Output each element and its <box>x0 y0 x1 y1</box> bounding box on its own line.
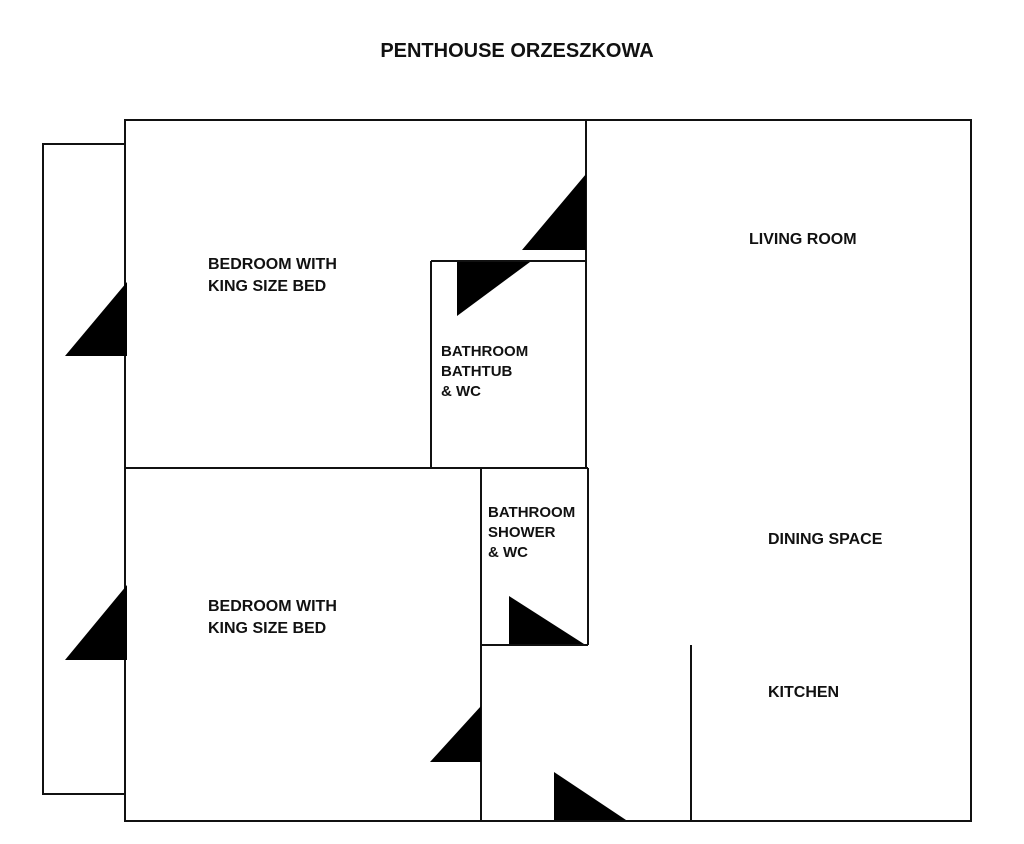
door-entrance <box>554 772 626 820</box>
label-bathroom-shower-line-3: & WC <box>488 544 528 561</box>
door-balcony-upper <box>65 282 127 356</box>
label-bathroom-bathtub-line-3: & WC <box>441 383 481 400</box>
door-balcony-lower <box>65 585 127 660</box>
doors <box>65 174 626 820</box>
plan-title: PENTHOUSE ORZESZKOWA <box>380 40 654 62</box>
door-shower-bathroom <box>509 596 584 644</box>
label-bedroom-1 <box>208 256 341 295</box>
door-bedroom-1 <box>522 174 586 250</box>
label-bathroom-bathtub <box>441 343 532 400</box>
label-bedroom-1-line-1: BEDROOM WITH <box>208 256 337 273</box>
walls <box>43 120 971 821</box>
label-kitchen: KITCHEN <box>768 684 840 701</box>
label-bathroom-bathtub-line-2: BATHTUB <box>441 363 513 380</box>
label-bathroom-shower-line-2: SHOWER <box>488 524 556 541</box>
door-bathtub-bathroom <box>457 262 530 316</box>
door-bedroom-2 <box>430 706 481 762</box>
label-bedroom-2-line-1: BEDROOM WITH <box>208 598 337 615</box>
label-living-room: LIVING ROOM <box>749 231 857 248</box>
label-bedroom-2 <box>208 598 341 637</box>
label-dining-space: DINING SPACE <box>768 531 883 548</box>
balcony-wall <box>43 144 125 794</box>
label-bedroom-2-line-2: KING SIZE BED <box>208 620 327 637</box>
label-bathroom-shower <box>488 504 579 561</box>
label-bedroom-1-line-2: KING SIZE BED <box>208 278 327 295</box>
label-bathroom-shower-line-1: BATHROOM <box>488 504 576 521</box>
label-bathroom-bathtub-line-1: BATHROOM <box>441 343 529 360</box>
